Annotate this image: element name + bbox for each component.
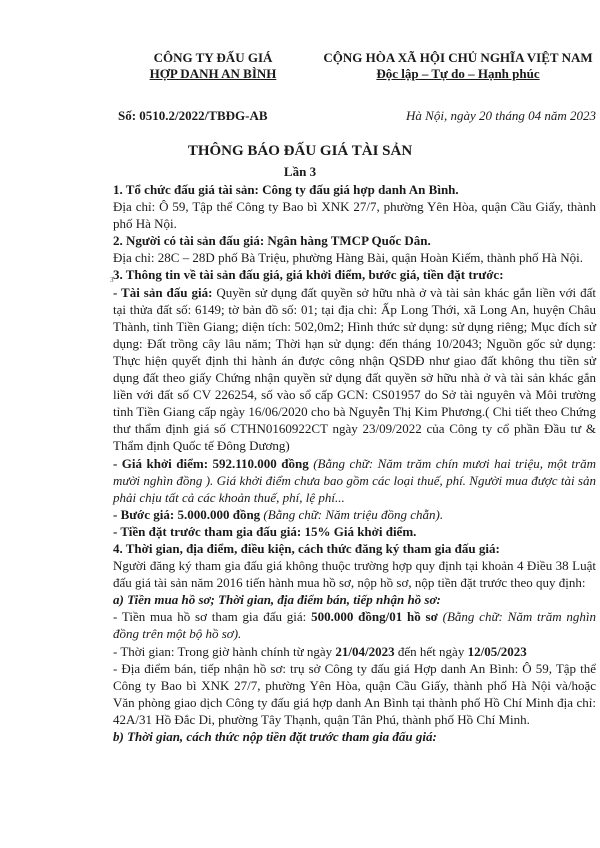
section-4-heading: 4. Thời gian, địa điểm, điều kiện, cách thức đăng ký tham gia đấu giá:: [113, 540, 500, 556]
company-name-line1: CÔNG TY ĐẤU GIÁ: [153, 50, 273, 65]
asset-description: [113, 284, 596, 455]
section-2-address: Địa chỉ: 28C – 28D phố Bà Triệu, phường Hàng Bài, quận Hoàn Kiếm, thành phố Hà Nội.: [113, 250, 583, 266]
section-1-heading: 1. Tổ chức đấu giá tài sản: Công ty đấu giá hợp danh An Bình.: [113, 182, 459, 197]
document-title: THÔNG BÁO ĐẤU GIÁ TÀI SẢN: [187, 143, 413, 159]
start-price-note: (Bằng chữ: Năm trăm chín mươi hai triệu, một trăm mười nghìn đồng ). Giá khởi điểm chưa bao gồm các loại thuế, phí. Người mua được tài sản phải chịu tất cả các khoản thuế, phí, lệ phí...: [113, 455, 596, 505]
section-3-heading: 3. Thông tin về tài sản đấu giá, giá khởi điểm, bước giá, tiền đặt trước:: [113, 267, 504, 283]
national-heading: [318, 50, 598, 82]
subsection-b-heading: b) Thời gian, cách thức nộp tiền đặt trước tham gia đấu giá:: [113, 729, 437, 744]
registration-place: - Địa điểm bán, tiếp nhận hồ sơ: trụ sở Công ty đấu giá Hợp danh An Bình: Ô 59, Tập thể Công ty Bao bì XNK 27/7, phường Yên Hòa, quận Cầu Giấy, thành phố Hà Nội và/hoặc Văn phòng giao dịch Công ty đấu giá hợp danh An Bình tại thành phố Hồ Chí Minh địa chỉ: 42A/31 Hồ Đắc Di, phường Tây Thạnh, quận Tân Phú, thành phố Hồ Chí Minh.: [113, 660, 596, 727]
dossier-fee: [113, 608, 596, 642]
company-name: [108, 50, 318, 82]
dossier-fee-note: (Bằng chữ: Năm trăm nghìn đồng trên một bộ hồ sơ).: [113, 609, 596, 642]
deposit-line: - Tiền đặt trước tham gia đấu giá: 15% Giá khởi điểm.: [113, 523, 417, 539]
company-name-line2: HỢP DANH AN BÌNH: [149, 66, 277, 81]
price-step-label: - Bước giá: 5.000.000 đồng: [113, 506, 261, 522]
section-2-heading: 2. Người có tài sản đấu giá: Ngân hàng TMCP Quốc Dân.: [113, 233, 431, 249]
asset-label: - Tài sản đấu giá:: [113, 284, 213, 300]
time-mid: đến hết ngày: [394, 643, 468, 659]
national-motto: Độc lập – Tự do – Hạnh phúc: [376, 66, 540, 81]
start-price: [113, 455, 596, 506]
registration-time: [113, 643, 596, 660]
reference-number: Số: 0510.2/2022/TBĐG-AB: [118, 108, 268, 123]
time-from: 21/04/2023: [335, 643, 395, 659]
subsection-a-heading: a) Tiền mua hồ sơ; Thời gian, địa điểm bán, tiếp nhận hồ sơ:: [113, 592, 441, 608]
start-price-label: - Giá khởi điểm: 592.110.000 đồng: [113, 455, 309, 471]
section-1-address: Địa chỉ: Ô 59, Tập thể Công ty Bao bì XNK 27/7, phường Yên Hòa, quận Cầu Giấy, thành phố Hà Nội.: [113, 199, 596, 232]
section-4-intro: Người đăng ký tham gia đấu giá không thuộc trường hợp quy định tại khoản 4 Điều 38 Luật đấu giá tài sản năm 2016 tiến hành mua hồ sơ, nộp hồ sơ, nộp tiền đặt trước theo quy định:: [113, 558, 596, 591]
dossier-fee-prefix: - Tiền mua hồ sơ tham gia đấu giá:: [113, 609, 312, 625]
dossier-fee-amount: 500.000 đồng/01 hồ sơ: [311, 609, 438, 625]
margin-mark: 3: [110, 276, 114, 284]
price-step: [113, 506, 596, 523]
price-step-note: (Bằng chữ: Năm triệu đồng chẵn).: [260, 506, 444, 522]
auction-round: Lần 3: [283, 164, 317, 179]
asset-text: Quyền sử dụng đất quyền sở hữu nhà ở và tài sản khác gắn liền với đất tại thửa đất số: 6149; tờ bản đồ số: 01; tại địa chỉ: Ấp Long Thới, xã Long An, huyện Châu Thành, tỉnh Tiền Giang; diện tích: 502,0m2; Hình thức sử dụng: sử dụng riêng; Mục đích sử dụng: Đất trồng cây lâu năm; Thời hạn sử dụng: đến tháng 10/2043; Nguồn gốc sử dụng: Thực hiện quyết định thi hành án được công nhận QSDĐ như giao đất không thu tiền sử dụng đất theo giấy Chứng nhận quyền sử dụng đất quyền sở hữu nhà ở và tài sản khác gắn liền với đất số CV 226254, số vào sổ cấp GCN: CS01957 do Sở tài nguyên và Môi trường tỉnh Tiền Giang cấp ngày 16/06/2020 cho bà Nguyễn Thị Kim Phương.( Chi tiết theo Chứng thư thẩm định giá số CTHN0160922CT ngày 23/09/2022 của Công ty cổ phần Đầu tư & Thẩm định Quốc tế Đông Dương): [113, 284, 596, 454]
document-body: [113, 181, 596, 745]
issue-date: Hà Nội, ngày 20 tháng 04 năm 2023: [406, 108, 596, 123]
national-title: CỘNG HÒA XÃ HỘI CHỦ NGHĨA VIỆT NAM: [323, 50, 593, 65]
time-to: 12/05/2023: [467, 643, 527, 659]
time-prefix: - Thời gian: Trong giờ hành chính từ ngày: [113, 643, 336, 659]
